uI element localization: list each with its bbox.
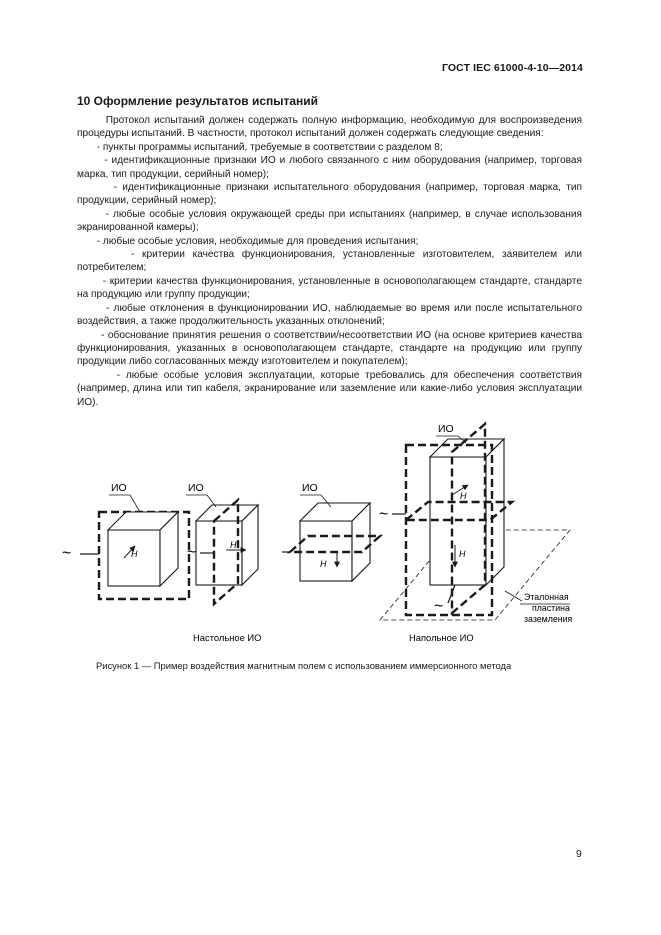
eut-label: ИО	[438, 423, 454, 435]
list-item	[77, 208, 582, 235]
figure-caption: Рисунок 1 — Пример воздействия магнитным полем с использованием иммерсионного метода	[96, 660, 512, 671]
list-item-text: - любые отклонения в функционировании ИО, наблюдаемые во время или после испытательного воздействия, а также продолжительность указанных отклонений;	[77, 302, 582, 328]
field-label: H	[320, 559, 327, 569]
field-label: H	[459, 549, 466, 559]
list-item	[77, 248, 582, 275]
field-label: H	[131, 549, 138, 559]
list-item	[77, 141, 582, 154]
eut-label: ИО	[111, 482, 127, 494]
standard-header: ГОСТ IEC 61000-4-10—2014	[441, 62, 583, 74]
list-item-text: - обоснование принятия решения о соответствии/несоответствии ИО (на основе критериев качества функционирования, указанных в основополагающем стандарте, стандарте на продукцию или группу продукции либо согласованных между изготовителем и покупателем);	[77, 329, 582, 368]
eut-label: ИО	[302, 482, 318, 494]
ground-plane-leader	[505, 591, 522, 601]
list-item	[77, 154, 582, 181]
tabletop-eut-3	[282, 503, 380, 581]
eut-cube	[196, 505, 258, 585]
list-item	[77, 302, 582, 329]
list-item-text: - идентификационные признаки ИО и любого связанного с ним оборудования (например, торговая марка, тип продукции, серийный номер);	[77, 155, 582, 180]
intro-paragraph	[77, 114, 582, 141]
immersion-method-figure	[50, 415, 610, 660]
field-label: H	[460, 491, 467, 501]
eut-cube	[300, 503, 370, 581]
body-text	[77, 114, 582, 409]
list-item	[77, 181, 582, 208]
ac-source-symbol: ~	[62, 545, 72, 562]
floor-eut-label: Напольное ИО	[409, 632, 474, 643]
list-item-text: - критерии качества функционирования, установленные в основополагающем стандарте, стандарте на продукцию или группу продукции;	[77, 275, 582, 301]
feed-line	[448, 585, 455, 603]
section-title: 10 Оформление результатов испытаний	[77, 94, 319, 108]
ac-source-symbol: ~	[434, 598, 444, 615]
ground-plane-label: пластина	[532, 603, 570, 613]
list-item-text: - любые особые условия окружающей среды при испытаниях (например, в случае использования экранированной камеры);	[77, 208, 582, 234]
list-item	[77, 275, 582, 302]
ac-source-symbol: ~	[187, 544, 197, 561]
field-label: H	[230, 540, 237, 550]
list-item	[77, 329, 582, 369]
page-number: 9	[576, 848, 582, 860]
eut-cube	[108, 512, 178, 586]
ground-plane-label: заземления	[524, 614, 573, 624]
tabletop-eut-2	[196, 500, 258, 604]
floor-standing-eut	[380, 424, 570, 620]
ac-source-symbol: ~	[379, 506, 389, 523]
list-item	[77, 369, 582, 409]
ground-plane-label: Эталонная	[524, 592, 569, 602]
eut-label-leader	[130, 495, 140, 512]
list-item-text: - любые особые условия, необходимые для проведения испытания;	[96, 235, 419, 247]
list-item-text: - идентификационные признаки испытательного оборудования (например, торговая марка, тип продукции, серийный номер);	[77, 182, 582, 207]
intro-text: Протокол испытаний должен содержать полную информацию, необходимую для воспроизведения процедуры испытаний. В частности, протокол испытаний должен содержать следующие сведения:	[77, 115, 582, 140]
list-item-text: - любые особые условия эксплуатации, которые требовались для обеспечения соответствия (например, длина или тип кабеля, экранирование или заземление или какие-либо условия эксплуатации ИО).	[77, 369, 582, 408]
list-item-text: - критерии качества функционирования, установленные изготовителем, заявителем или потребителем;	[77, 249, 582, 274]
list-item	[77, 235, 582, 248]
tabletop-eut-label: Настольное ИО	[193, 632, 262, 643]
eut-label: ИО	[188, 482, 204, 494]
list-item-text: - пункты программы испытаний, требуемые в соответствии с разделом 8;	[96, 141, 443, 153]
